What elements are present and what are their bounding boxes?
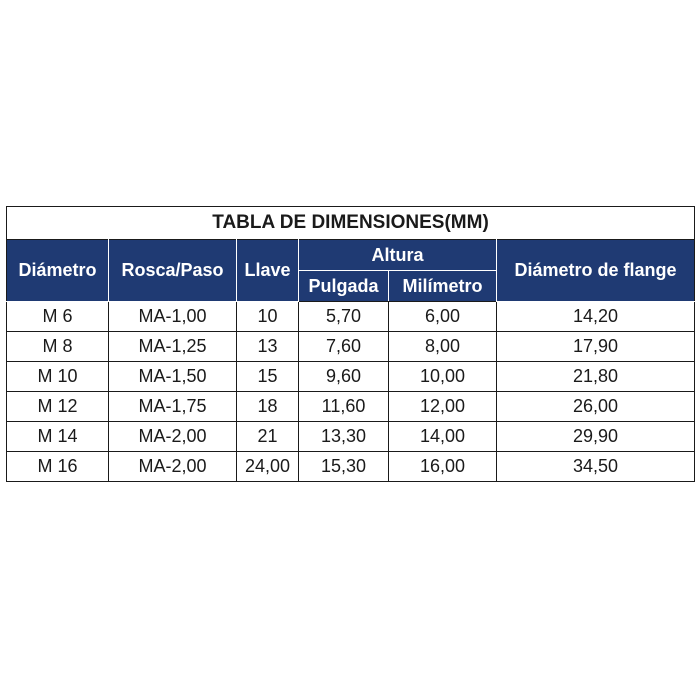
table-body (7, 302, 695, 482)
cell-diametro: M 14 (7, 422, 109, 452)
cell-milimetro: 14,00 (389, 422, 497, 452)
cell-llave: 24,00 (237, 452, 299, 482)
cell-rosca-paso: MA-2,00 (109, 452, 237, 482)
header-diametro: Diámetro (7, 240, 109, 302)
dimensions-table-container (6, 206, 694, 482)
cell-milimetro: 12,00 (389, 392, 497, 422)
cell-pulgada: 13,30 (299, 422, 389, 452)
header-rosca-paso: Rosca/Paso (109, 240, 237, 302)
cell-diametro-flange: 29,90 (497, 422, 695, 452)
header-llave: Llave (237, 240, 299, 302)
cell-pulgada: 15,30 (299, 452, 389, 482)
cell-diametro: M 6 (7, 302, 109, 332)
table-row (7, 362, 695, 392)
cell-rosca-paso: MA-1,75 (109, 392, 237, 422)
cell-diametro: M 8 (7, 332, 109, 362)
cell-diametro-flange: 21,80 (497, 362, 695, 392)
cell-diametro-flange: 17,90 (497, 332, 695, 362)
cell-pulgada: 5,70 (299, 302, 389, 332)
dimensions-table (6, 206, 695, 482)
cell-diametro: M 16 (7, 452, 109, 482)
table-row (7, 332, 695, 362)
cell-rosca-paso: MA-1,25 (109, 332, 237, 362)
cell-diametro-flange: 34,50 (497, 452, 695, 482)
header-pulgada: Pulgada (299, 271, 389, 302)
cell-rosca-paso: MA-2,00 (109, 422, 237, 452)
cell-milimetro: 8,00 (389, 332, 497, 362)
table-row (7, 392, 695, 422)
cell-rosca-paso: MA-1,00 (109, 302, 237, 332)
cell-llave: 15 (237, 362, 299, 392)
cell-milimetro: 6,00 (389, 302, 497, 332)
header-altura: Altura (299, 240, 497, 271)
table-row (7, 302, 695, 332)
cell-llave: 18 (237, 392, 299, 422)
cell-llave: 10 (237, 302, 299, 332)
table-title: TABLA DE DIMENSIONES(MM) (7, 207, 695, 240)
cell-llave: 13 (237, 332, 299, 362)
table-row (7, 422, 695, 452)
cell-diametro: M 12 (7, 392, 109, 422)
cell-milimetro: 10,00 (389, 362, 497, 392)
cell-rosca-paso: MA-1,50 (109, 362, 237, 392)
cell-milimetro: 16,00 (389, 452, 497, 482)
cell-llave: 21 (237, 422, 299, 452)
cell-pulgada: 7,60 (299, 332, 389, 362)
cell-diametro-flange: 26,00 (497, 392, 695, 422)
cell-pulgada: 9,60 (299, 362, 389, 392)
header-diametro-flange: Diámetro de flange (497, 240, 695, 302)
cell-diametro: M 10 (7, 362, 109, 392)
table-row (7, 452, 695, 482)
header-milimetro: Milímetro (389, 271, 497, 302)
cell-diametro-flange: 14,20 (497, 302, 695, 332)
cell-pulgada: 11,60 (299, 392, 389, 422)
